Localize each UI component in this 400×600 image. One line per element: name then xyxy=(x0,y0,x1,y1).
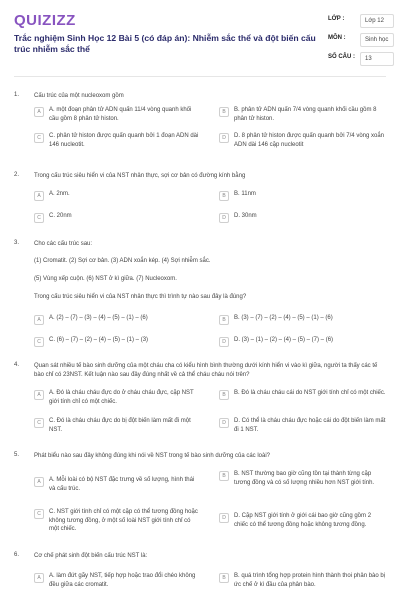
class-row xyxy=(328,14,394,28)
option-a[interactable] xyxy=(34,476,200,493)
option-text: D. (3) – (1) – (2) – (4) – (5) – (7) – (6) xyxy=(234,337,334,343)
option-text: C. (6) – (7) – (2) – (4) – (5) – (1) – (3) xyxy=(49,337,149,343)
option-letter-box: D xyxy=(219,133,229,143)
page-title: Trắc nghiệm Sinh Học 12 Bài 5 (có đáp án): Nhiễm sắc thể và đột biến cấu trúc nhiễm sắc thể xyxy=(14,33,316,54)
option-text: B. quá trình tổng hợp protein hình thành thoi phân bào bị ức chế ở kì đầu của phân bào. xyxy=(234,573,386,588)
option-c[interactable] xyxy=(34,132,200,149)
option-letter-box: C xyxy=(34,418,44,428)
option-letter-box: B xyxy=(219,107,229,117)
question-number: 3. xyxy=(14,240,20,246)
option-d[interactable] xyxy=(219,336,386,347)
option-text: A. một đoạn phân tử ADN quấn 11/4 vòng quanh khối cầu gồm 8 phân tử histon. xyxy=(49,107,192,122)
option-letter-box: C xyxy=(34,337,44,347)
quiz-meta xyxy=(328,14,394,71)
option-letter-box: B xyxy=(219,315,229,325)
subject-row xyxy=(328,33,394,47)
option-b[interactable] xyxy=(219,190,386,201)
option-letter-box: C xyxy=(34,133,44,143)
option-b[interactable] xyxy=(219,470,386,487)
question-stem: Cơ chế phát sinh đột biến cấu trúc NST là: xyxy=(34,553,148,559)
option-text: A. (2) – (7) – (3) – (4) – (5) – (1) – (6) xyxy=(49,315,148,321)
question-stem: Trong cấu trúc siêu hiển vi của NST nhân thực, sợi cơ bản có đường kính bằng xyxy=(34,173,246,179)
option-text: A. Mỗi loài có bộ NST đặc trưng về số lượng, hình thái và cấu trúc. xyxy=(49,477,195,492)
option-letter-box: A xyxy=(34,477,44,487)
option-b[interactable] xyxy=(219,572,386,589)
option-text: B. NST thường bao giờ cũng tồn tại thành từng cặp tương đồng và có số lượng nhiều hơn NST giới tính. xyxy=(234,471,375,486)
option-text: A. 2nm. xyxy=(49,191,70,197)
option-c[interactable] xyxy=(34,508,200,534)
structure-list-1: (1) Cromatit. (2) Sợi cơ bản. (3) ADN xoắn kép. (4) Sợi nhiễm sắc. xyxy=(34,258,211,264)
option-d[interactable] xyxy=(219,512,386,529)
option-text: D. Cặp NST giới tính ở giới cái bao giờ cũng gồm 2 chiếc có thể tương đồng hoặc không tương đồng. xyxy=(234,513,372,528)
question-number: 2. xyxy=(14,172,20,178)
subject-label: MÔN : xyxy=(328,35,346,41)
option-letter-box: B xyxy=(219,390,229,400)
option-d[interactable] xyxy=(219,212,386,223)
header-divider xyxy=(14,76,386,77)
option-a[interactable] xyxy=(34,389,200,406)
option-a[interactable] xyxy=(34,314,200,325)
option-letter-box: C xyxy=(34,213,44,223)
class-label: LỚP : xyxy=(328,16,345,22)
option-b[interactable] xyxy=(219,389,386,400)
option-letter-box: D xyxy=(219,213,229,223)
option-letter-box: A xyxy=(34,390,44,400)
question-stem: Phát biểu nào sau đây không đúng khi nói về NST trong tế bào sinh dưỡng của các loài? xyxy=(34,453,270,459)
option-letter-box: B xyxy=(219,471,229,481)
subject-value: Sinh học xyxy=(360,33,394,47)
structure-list-2: (5) Vùng xếp cuộn. (6) NST ở kì giữa. (7) Nucleoxom. xyxy=(34,276,177,282)
question-stem: Cho các cấu trúc sau: xyxy=(34,241,93,247)
quizizz-logo[interactable]: QUIZIZZ xyxy=(14,12,76,29)
option-text: C. NST giới tính chỉ có một cặp có thể tương đồng hoặc không tương đồng, ở một số loài NST giới tính chỉ có một chiếc. xyxy=(49,509,198,532)
option-d[interactable] xyxy=(219,132,386,149)
option-letter-box: D xyxy=(219,513,229,523)
option-text: B. Đó là cháu cháu cái do NST giới tính chỉ có một chiếc. xyxy=(234,390,386,396)
question-stem: Quan sát nhiều tế bào sinh dưỡng của một cháu cha có kiểu hình bình thường dưới kính hiển vi vào kì giữa, người ta thấy các tế bào chỉ có 23NST. Kết luận nào sau đây đúng nhất về cả thể cháu cháu nói trên? xyxy=(34,363,378,378)
question-number: 6. xyxy=(14,552,20,558)
option-letter-box: C xyxy=(34,509,44,519)
option-text: D. Có thể là cháu cháu đực hoặc cái do đột biến làm mất đi 1 NST. xyxy=(234,418,386,433)
option-letter-box: B xyxy=(219,573,229,583)
option-text: B. 11nm xyxy=(234,191,256,197)
count-label: SỐ CÂU : xyxy=(328,54,355,60)
option-letter-box: B xyxy=(219,191,229,201)
option-a[interactable] xyxy=(34,106,200,123)
option-letter-box: D xyxy=(219,337,229,347)
question-number: 4. xyxy=(14,362,20,368)
question-number: 5. xyxy=(14,452,20,458)
class-value: Lớp 12 xyxy=(360,14,394,28)
option-b[interactable] xyxy=(219,106,386,123)
option-c[interactable] xyxy=(34,336,200,347)
option-d[interactable] xyxy=(219,417,386,434)
option-text: B. phân tử ADN quấn 7/4 vòng quanh khối cầu gồm 8 phân tử histon. xyxy=(234,107,377,122)
count-row xyxy=(328,52,394,66)
option-text: B. (3) – (7) – (2) – (4) – (5) – (1) – (6) xyxy=(234,315,333,321)
option-b[interactable] xyxy=(219,314,386,325)
option-letter-box: A xyxy=(34,107,44,117)
option-text: A. Đó là cháu cháu đực do ở cháu cháu đực, cặp NST giới tính chỉ có một chiếc. xyxy=(49,390,194,405)
option-a[interactable] xyxy=(34,572,200,589)
option-a[interactable] xyxy=(34,190,200,201)
option-text: C. Đó là cháu cháu đực do bị đột biến làm mất đi một NST. xyxy=(49,418,191,433)
count-value: 13 xyxy=(360,52,394,66)
option-c[interactable] xyxy=(34,212,200,223)
option-letter-box: D xyxy=(219,418,229,428)
option-text: A. làm đứt gãy NST, tiếp hợp hoặc trao đổi chéo không đều giữa các cromatit. xyxy=(49,573,196,588)
question-prompt: Trong cấu trúc siêu hiển vi của NST nhân thực thì trình tự nào sau đây là đúng? xyxy=(34,294,247,300)
question-number: 1. xyxy=(14,92,20,98)
option-text: C. phân tử histon được quấn quanh bởi 1 đoạn ADN dài 146 nucleotit. xyxy=(49,133,199,148)
option-letter-box: A xyxy=(34,191,44,201)
option-text: C. 20nm xyxy=(49,213,72,219)
option-letter-box: A xyxy=(34,573,44,583)
option-c[interactable] xyxy=(34,417,200,434)
option-text: D. 30nm xyxy=(234,213,257,219)
option-letter-box: A xyxy=(34,315,44,325)
option-text: D. 8 phân tử histon được quấn quanh bởi 7/4 vòng xoắn ADN dài 146 cặp nucleotit xyxy=(234,133,385,148)
question-stem: Cấu trúc của một nucleoxom gồm xyxy=(34,93,124,99)
